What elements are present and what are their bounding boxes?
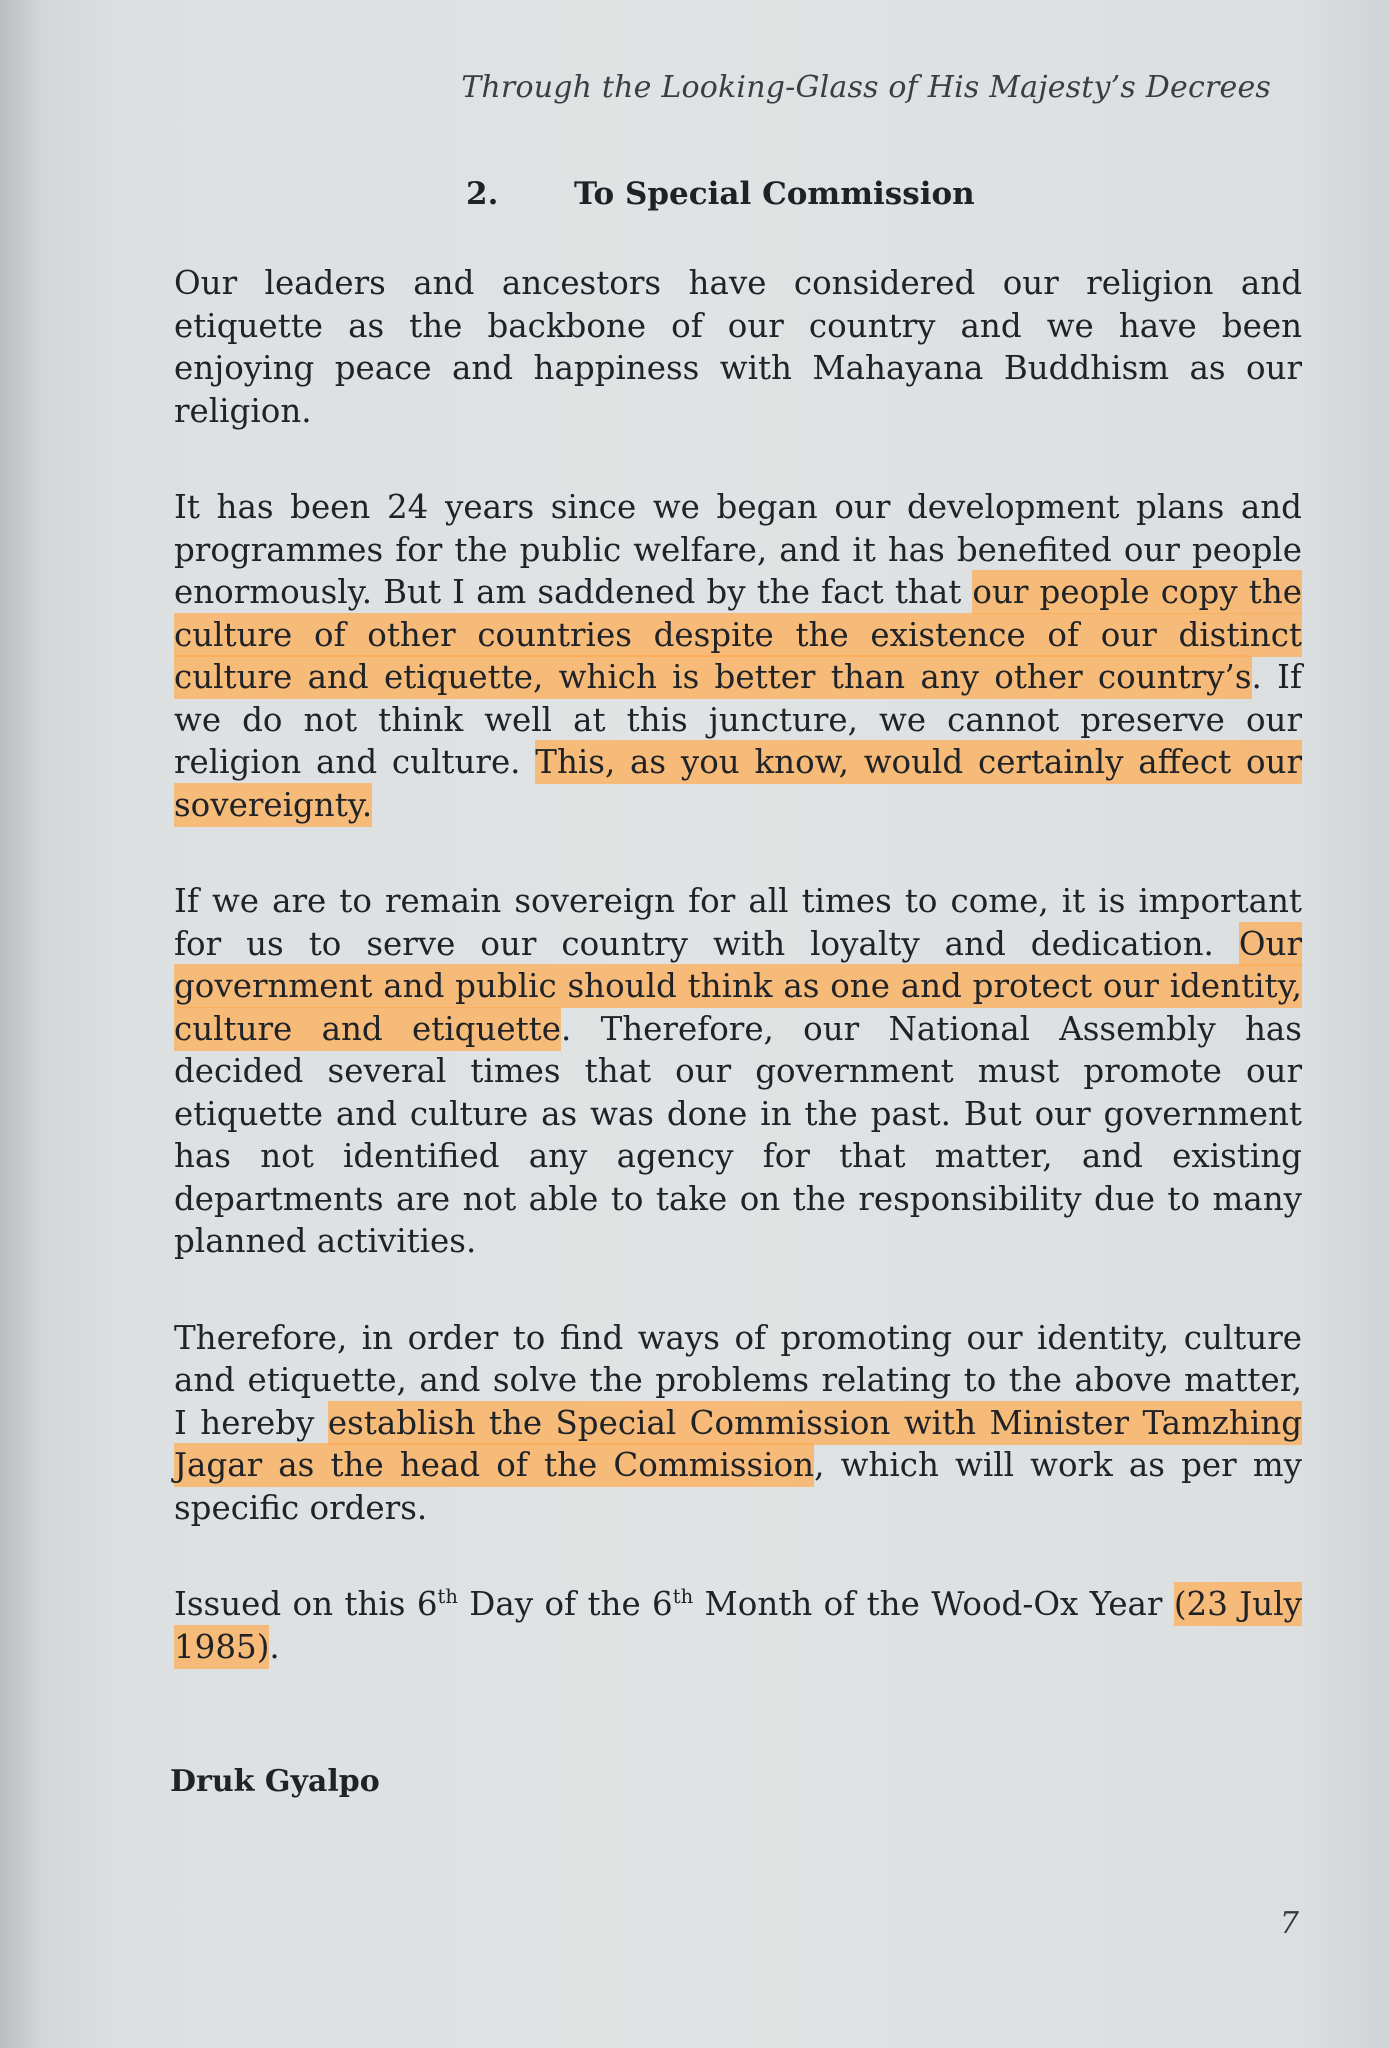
- paragraph-text: Month of the Wood-Ox Year: [693, 1585, 1174, 1623]
- paragraph-text: Day of the 6: [457, 1585, 673, 1623]
- paragraph-text: If we are to remain sovereign for all times to come, it is important for us to serve our country with loyalty and dedication.: [174, 882, 1302, 963]
- highlighted-text: establish the Special Commission with Minister Tamzhing Jagar as the head of the Commission: [174, 1401, 1302, 1488]
- signature: Druk Gyalpo: [170, 1764, 380, 1799]
- running-header: Through the Looking-Glass of His Majesty’s Decrees: [461, 70, 1271, 105]
- paragraph-2: [174, 486, 1302, 826]
- body-text: [174, 262, 1302, 1722]
- paragraph-text: . If we do not think well at this juncture, we cannot preserve our religion and culture.: [174, 658, 1303, 781]
- paragraph-5: [174, 1583, 1302, 1668]
- paragraph-text: Therefore, in order to find ways of promoting our identity, culture and etiquette, and solve the problems relating to the above matter, I hereby: [174, 1318, 1302, 1442]
- ordinal-suffix: th: [672, 1585, 694, 1609]
- section-title: [466, 176, 975, 212]
- page-number: 7: [1279, 1906, 1299, 1941]
- highlighted-date: (23 July 1985): [174, 1582, 1302, 1669]
- paragraph-3: [174, 880, 1302, 1263]
- paragraph-text: .: [269, 1627, 280, 1666]
- paragraph-text: Issued on this 6: [174, 1585, 438, 1623]
- paragraph-text: . Therefore, our National Assembly has decided several times that our government must promote our etiquette and culture as was done in the past. But our government has not identified any agency for that matter, and existing departments are not able to take on the responsibility due to many planned activities.: [174, 1009, 1302, 1260]
- paragraph-text: It has been 24 years since we began our development plans and programmes for the public welfare, and it has benefited our people enormously. But I am saddened by the fact that: [174, 488, 1302, 611]
- section-number: 2.: [466, 176, 499, 212]
- paragraph-text: , which will work as per my specific orders.: [174, 1446, 1302, 1527]
- ordinal-suffix: th: [437, 1585, 458, 1609]
- highlighted-text: our people copy the culture of other countries despite the existence of our distinct culture and etiquette, which is better than any other country’s: [174, 570, 1302, 699]
- paragraph-1: Our leaders and ancestors have considered our religion and etiquette as the backbone of our country and we have been enjoying peace and happiness with Mahayana Buddhism as our religion.: [174, 264, 1302, 430]
- section-title-text: To Special Commission: [574, 176, 975, 212]
- paragraph-4: [174, 1317, 1302, 1530]
- highlighted-text: This, as you know, would certainly affect our sovereignty.: [174, 740, 1302, 827]
- highlighted-text: Our government and public should think as one and protect our identity, culture and etiquette: [174, 922, 1302, 1051]
